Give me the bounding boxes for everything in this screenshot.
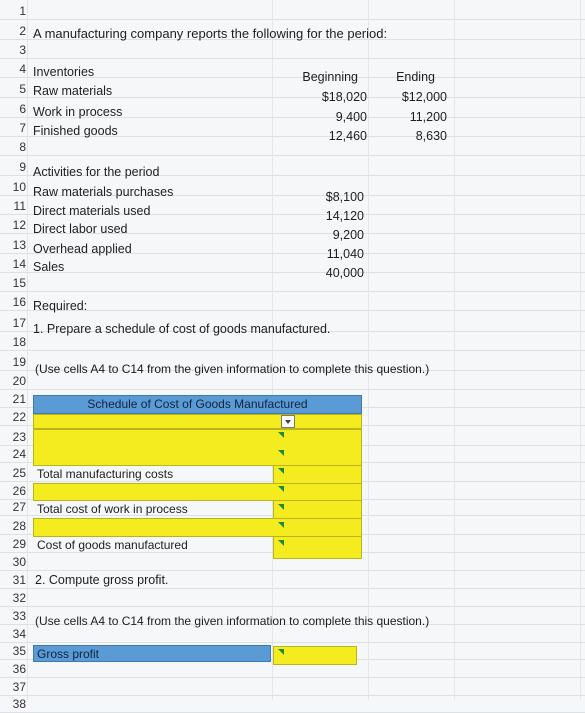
inventory-beginning: 9,400 [335, 110, 367, 124]
comment-marker-icon [278, 450, 284, 456]
row-number: 2 [19, 24, 26, 38]
row-number: 18 [12, 335, 26, 349]
row-number: 24 [12, 447, 26, 461]
row-number: 13 [12, 238, 26, 252]
row-gridline [0, 155, 585, 156]
row-number: 37 [12, 680, 26, 694]
comment-marker-icon [278, 468, 284, 474]
total-cost-wip-label: Total cost of work in process [37, 502, 188, 516]
schedule-input-row[interactable] [33, 518, 362, 537]
row-gridline [0, 350, 585, 351]
dropdown-arrow-icon[interactable] [281, 415, 295, 428]
inventory-beginning: $18,020 [321, 90, 367, 104]
row-number: 19 [12, 355, 26, 369]
row-number: 27 [12, 500, 26, 514]
activity-value: 9,200 [332, 228, 364, 242]
row-number: 32 [12, 591, 26, 605]
inventory-beginning: 12,460 [328, 129, 367, 143]
comment-marker-icon [278, 504, 284, 510]
inventory-label: Work in process [33, 105, 123, 119]
activities-label: Activities for the period [33, 165, 160, 179]
row-number: 21 [12, 392, 26, 406]
row-number: 22 [12, 410, 26, 424]
schedule-title: Schedule of Cost of Goods Manufactured [33, 395, 362, 414]
row-number: 5 [19, 82, 26, 96]
comment-marker-icon [278, 432, 284, 438]
inventory-ending: 8,630 [415, 129, 447, 143]
inventories-label: Inventories [33, 65, 95, 79]
row-number: 4 [19, 62, 26, 76]
row-number: 31 [12, 573, 26, 587]
gross-profit-label: Gross profit [33, 645, 271, 662]
beginning-header: Beginning [302, 70, 358, 84]
comment-marker-icon [278, 522, 284, 528]
activity-value: 40,000 [325, 266, 364, 280]
cogm-input[interactable] [273, 536, 362, 559]
row-number: 38 [12, 697, 26, 711]
row-gridline [0, 695, 585, 696]
row-number: 9 [19, 160, 26, 174]
required-label: Required: [33, 299, 88, 313]
row-number: 25 [12, 466, 26, 480]
row-gridline [0, 588, 585, 589]
row-number: 1 [19, 4, 26, 18]
activity-value: $8,100 [325, 190, 364, 204]
schedule-input-row[interactable] [33, 483, 362, 501]
row-gridline [0, 19, 585, 20]
activity-label: Direct materials used [33, 204, 151, 218]
row-gridline [0, 642, 585, 643]
activity-value: 14,120 [325, 209, 364, 223]
row-number: 36 [12, 662, 26, 676]
row-number: 10 [12, 180, 26, 194]
row-number: 30 [12, 555, 26, 569]
row-number: 33 [12, 609, 26, 623]
cogm-label: Cost of goods manufactured [37, 538, 188, 552]
row-number: 12 [12, 218, 26, 232]
row-number: 6 [19, 102, 26, 116]
instruction-1: (Use cells A4 to C14 from the given information to complete this question.) [35, 362, 430, 376]
row-number: 8 [19, 140, 26, 154]
row-number: 3 [19, 43, 26, 57]
activity-value: 11,040 [326, 247, 364, 261]
row-gridline [0, 58, 585, 59]
activity-label: Raw materials purchases [33, 185, 174, 199]
row-number: 23 [12, 430, 26, 444]
inventory-label: Raw materials [33, 84, 113, 98]
row-gridline [0, 389, 585, 390]
row-number: 11 [13, 199, 26, 213]
row-number: 29 [12, 537, 26, 551]
instruction-2: (Use cells A4 to C14 from the given information to complete this question.) [35, 614, 430, 628]
row-number: 34 [12, 627, 26, 641]
question-2: 2. Compute gross profit. [35, 573, 169, 587]
row-number: 15 [12, 276, 26, 290]
row-number: 20 [12, 374, 26, 388]
inventory-ending: 11,200 [409, 110, 447, 124]
ending-header: Ending [396, 70, 435, 84]
total-manufacturing-costs-label: Total manufacturing costs [37, 467, 174, 481]
row-gridline [0, 291, 585, 292]
activity-label: Overhead applied [33, 242, 132, 256]
question-1: 1. Prepare a schedule of cost of goods manufactured. [33, 322, 331, 336]
row-gridline [0, 606, 585, 607]
row-number: 28 [12, 519, 26, 533]
comment-marker-icon [278, 486, 284, 492]
activity-label: Sales [33, 260, 65, 274]
row-number: 35 [12, 644, 26, 658]
inventory-ending: $12,000 [401, 90, 447, 104]
row-number: 17 [12, 316, 26, 330]
inventory-label: Finished goods [33, 124, 118, 138]
gross-profit-input[interactable] [273, 646, 357, 665]
schedule-input-row[interactable] [33, 429, 362, 466]
comment-marker-icon [278, 649, 284, 655]
row-gridline [0, 570, 585, 571]
row-number: 14 [12, 257, 26, 271]
comment-marker-icon [278, 540, 284, 546]
row-number: 26 [12, 484, 26, 498]
total-manufacturing-input[interactable] [273, 465, 362, 484]
row-number: 16 [12, 295, 26, 309]
row-gridline [0, 677, 585, 678]
intro-text: A manufacturing company reports the following for the period: [33, 26, 388, 41]
schedule-input-row[interactable] [33, 414, 362, 429]
activity-label: Direct labor used [33, 222, 128, 236]
total-wip-input[interactable] [273, 500, 362, 519]
row-gridline [0, 310, 585, 311]
row-number: 7 [19, 121, 26, 135]
